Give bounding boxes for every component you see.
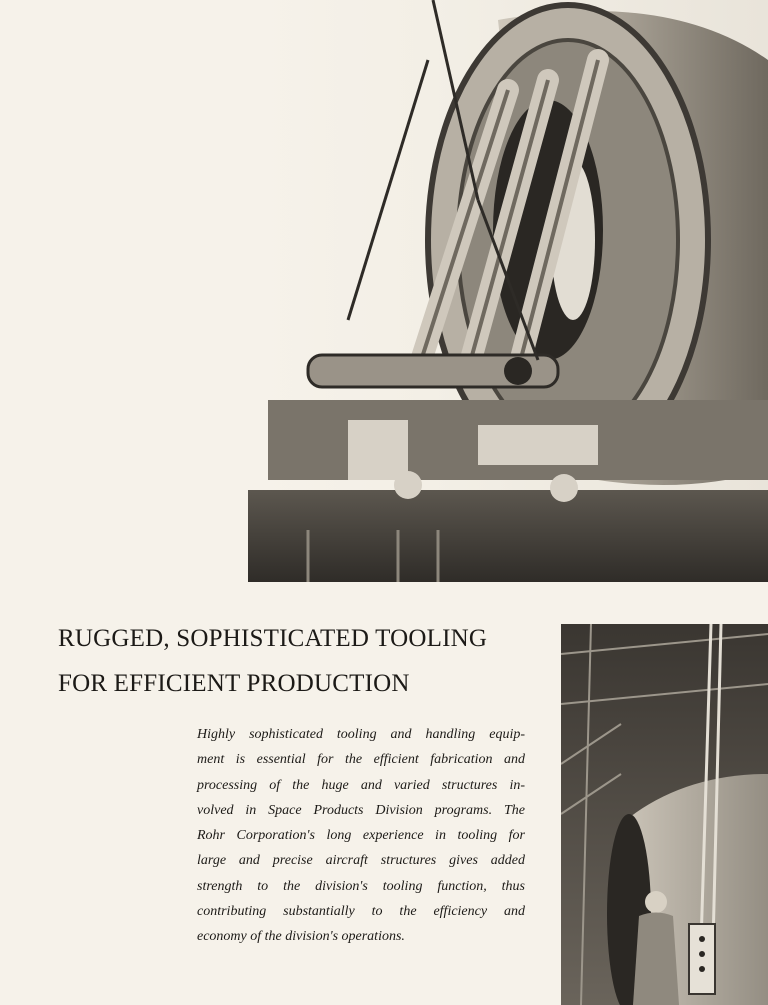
worker-at-fixture-illustration: [561, 624, 768, 1005]
body-line: Rohr Corporation's long experience in tooling for: [197, 828, 525, 844]
body-line: economy of the division's operations.: [197, 929, 405, 945]
body-line: volved in Space Products Division programs. The: [197, 802, 525, 818]
tooling-fixture-illustration: [248, 0, 768, 582]
headline: [58, 616, 538, 706]
body-line: ment is essential for the efficient fabrication and: [197, 752, 525, 768]
body-line: processing of the huge and varied structures in-: [197, 777, 525, 793]
worker-at-fixture-photo: [561, 624, 768, 1005]
body-paragraph: [197, 722, 525, 950]
body-line: Highly sophisticated tooling and handling equip-: [197, 727, 525, 742]
tooling-fixture-photo: [248, 0, 768, 582]
body-line: large and precise aircraft structures gives added: [197, 853, 525, 869]
body-line: contributing substantially to the efficiency and: [197, 904, 525, 920]
headline-line-1: RUGGED, SOPHISTICATED TOOLING: [58, 625, 488, 652]
headline-line-2: FOR EFFICIENT PRODUCTION: [58, 670, 410, 697]
body-line: strength to the division's tooling function, thus: [197, 878, 525, 894]
